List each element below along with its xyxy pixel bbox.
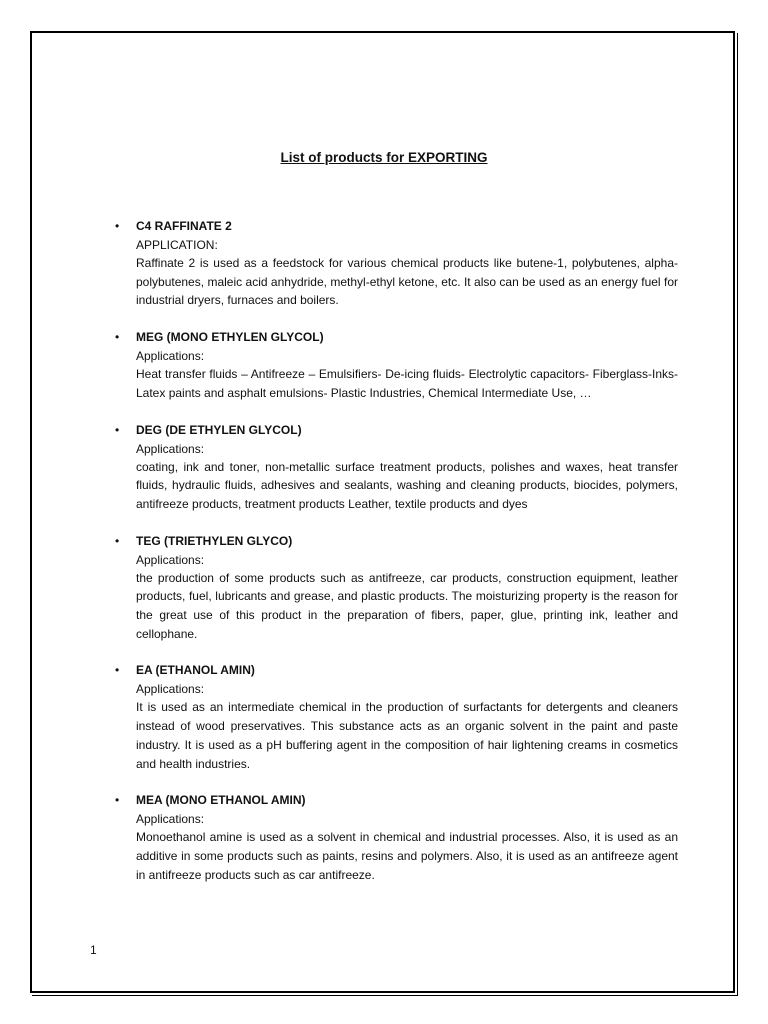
page-number: 1	[90, 943, 97, 957]
bullet-icon: •	[115, 219, 120, 233]
product-item	[115, 532, 678, 644]
applications-label: Applications:	[136, 552, 205, 567]
product-description: It is used as an intermediate chemical in the production of surfactants for detergents and cleaners instead of wood preservatives. This substance acts as an organic solvent in the paint and paste industry. It is used as a pH buffering agent in the composition of hair lightening creams in cosmetics and health industries.	[136, 700, 678, 771]
bullet-icon: •	[115, 422, 120, 437]
product-description: Monoethanol amine is used as a solvent in chemical and industrial processes. Also, it is used as an additive in some products such as paints, resins and polymers. Also, it is used as an antifreeze agent in antifreeze products such as car antifreeze.	[136, 830, 678, 882]
product-item	[115, 217, 678, 310]
applications-label: Applications:	[136, 349, 205, 364]
product-item	[115, 791, 678, 884]
product-name: TEG (TRIETHYLEN GLYCO)	[136, 533, 293, 548]
document-title: List of products for EXPORTING	[280, 150, 488, 165]
applications-label: APPLICATION:	[136, 238, 218, 252]
product-description: Heat transfer fluids – Antifreeze – Emulsifiers- De-icing fluids- Electrolytic capacitors- Fiberglass-Inks- Latex paints and asphalt emulsions- Plastic Industries, Chemical Intermediate Use, …	[136, 367, 678, 400]
product-description: coating, ink and toner, non-metallic surface treatment products, polishes and waxes, heat transfer fluids, hydraulic fluids, adhesives and sealants, washing and cleaning products, biocides, polymers, antifreeze products, treatment products Leather, textile products and dyes	[136, 459, 678, 511]
applications-label: Applications:	[136, 682, 205, 697]
bullet-icon: •	[115, 663, 120, 678]
product-name: EA (ETHANOL AMIN)	[136, 663, 255, 678]
applications-label: Applications:	[136, 441, 205, 456]
product-name: DEG (DE ETHYLEN GLYCOL)	[136, 422, 302, 437]
product-item	[115, 328, 678, 402]
product-name: MEG (MONO ETHYLEN GLYCOL)	[136, 330, 324, 345]
bullet-icon: •	[115, 533, 120, 548]
product-item	[115, 421, 678, 514]
product-description: Raffinate 2 is used as a feedstock for various chemical products like butene-1, polybutenes, alpha-polybutenes, maleic acid anhydride, methyl-ethyl ketone, etc. It also can be used as an energy fuel for industrial dryers, furnaces and boilers.	[136, 256, 678, 308]
bullet-icon: •	[115, 793, 120, 808]
product-list	[115, 217, 678, 902]
applications-label: Applications:	[136, 812, 205, 827]
product-name: C4 RAFFINATE 2	[136, 219, 232, 233]
bullet-icon: •	[115, 330, 120, 345]
product-name: MEA (MONO ETHANOL AMIN)	[136, 793, 306, 808]
product-description: the production of some products such as antifreeze, car products, construction equipment, leather products, fuel, lubricants and grease, and plastic products. The moisturizing property is the reason for the great use of this product in the preparation of fibers, paper, glue, printing ink, leather and cellophane.	[136, 570, 678, 641]
product-item	[115, 661, 678, 773]
